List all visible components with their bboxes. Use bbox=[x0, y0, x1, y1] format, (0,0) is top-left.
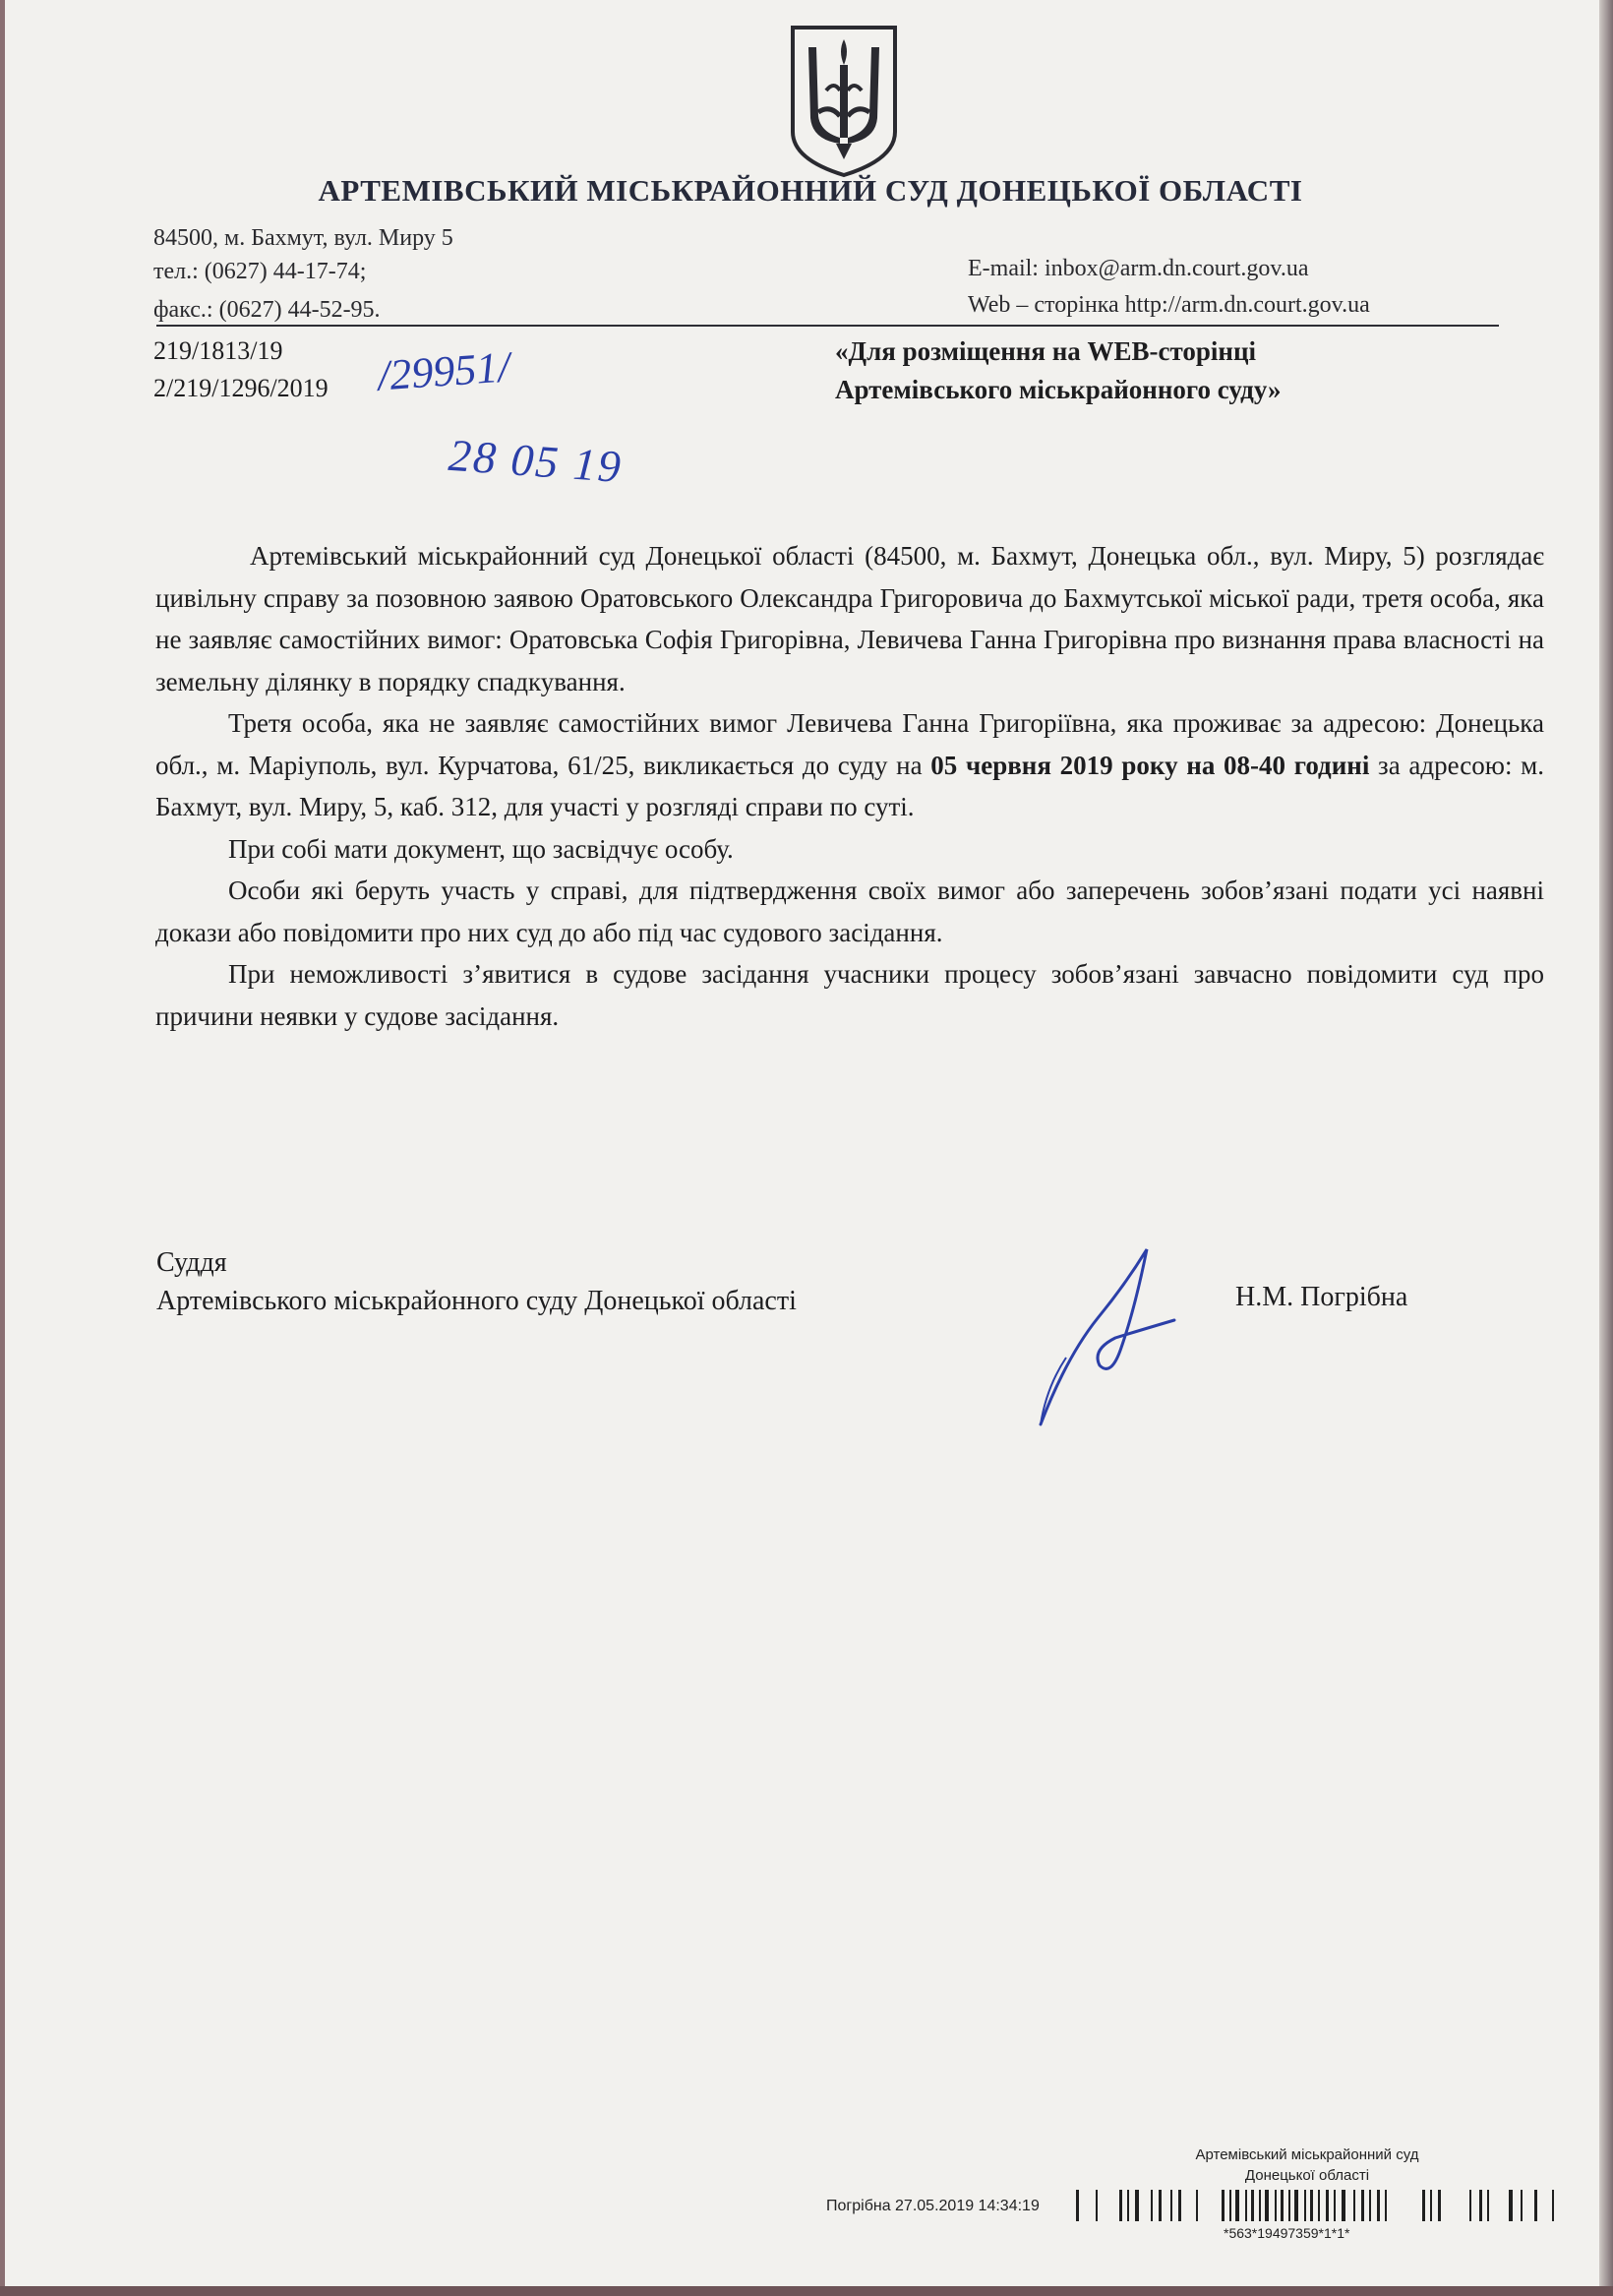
signature-court: Артемівського міськрайонного суду Донецької області bbox=[156, 1286, 797, 1316]
stamp-timestamp: Погрібна 27.05.2019 14:34:19 bbox=[826, 2198, 1040, 2214]
paragraph-id-document: При собі мати документ, що засвідчує особу. bbox=[228, 833, 734, 864]
signature-title: Суддя bbox=[156, 1247, 227, 1278]
trident-coat-of-arms-icon bbox=[785, 22, 903, 179]
handwritten-date: 28 05 19 bbox=[447, 429, 625, 493]
barcode-code: *563*19497359*1*1* bbox=[1224, 2225, 1350, 2241]
court-email: E-mail: inbox@arm.dn.court.gov.ua bbox=[968, 256, 1309, 281]
summons-date-time: 05 червня 2019 року на 08-40 годині bbox=[930, 750, 1370, 780]
paragraph-summons bbox=[155, 702, 1544, 828]
court-fax: факс.: (0627) 44-52-95. bbox=[153, 297, 381, 323]
judge-name: Н.М. Погрібна bbox=[1235, 1282, 1408, 1312]
page-edge-right bbox=[1599, 0, 1613, 2296]
header-divider bbox=[156, 325, 1499, 327]
case-number-2: 2/219/1296/2019 bbox=[153, 374, 329, 402]
document-page bbox=[4, 0, 1603, 2288]
paragraph-absence: При неможливості з’явитися в судове засідання учасники процесу зобов’язані завчасно повідомити суд про причини неявки у судове засідання. bbox=[155, 959, 1544, 1031]
barcode bbox=[1076, 2186, 1558, 2225]
stamp-court-line-2: Донецької області bbox=[1244, 2167, 1370, 2184]
court-web: Web – сторінка http://arm.dn.court.gov.ua bbox=[968, 292, 1370, 318]
stamp-court-name bbox=[1160, 2145, 1455, 2186]
paragraph-case-description: Артемівський міськрайонний суд Донецької області (84500, м. Бахмут, Донецька обл., вул. Миру, 5) розглядає цивільну справу за позовною заявою Оратовського Олександра Григоровича до Бахмутської міської ради, третя особа, яка не заявляє самостійних вимог: Оратовська Софія Григорівна, Левичева Ганна Григорівна про визнання права власності на земельну ділянку в порядку спадкування. bbox=[155, 541, 1544, 696]
case-number-1: 219/1813/19 bbox=[153, 336, 283, 365]
court-address: 84500, м. Бахмут, вул. Миру 5 bbox=[153, 225, 453, 251]
court-title: АРТЕМІВСЬКИЙ МІСЬКРАЙОННИЙ СУД ДОНЕЦЬКОЇ ОБЛАСТІ bbox=[318, 173, 1303, 208]
summons-text-start: Третя особа, яка не заявляє самостійних вимог Левичева Ганна Григоріївна, яка проживає за адресою: Донецька обл., м. Маріуполь, вул. Курчатова, 61/25, викликається до суду на bbox=[155, 708, 1544, 780]
web-note-line-1: «Для розміщення на WEB-сторінці bbox=[835, 336, 1257, 366]
page-edge-bottom bbox=[0, 2286, 1613, 2296]
paragraph-evidence: Особи які беруть участь у справі, для підтвердження своїх вимог або заперечень зобов’язані подати усі наявні докази або повідомити про них суд до або під час судового засідання. bbox=[155, 876, 1544, 947]
handwritten-registration-number: /29951/ bbox=[376, 342, 511, 400]
letter-body bbox=[155, 535, 1544, 1037]
handwritten-signature bbox=[1027, 1239, 1204, 1436]
court-phone: тел.: (0627) 44-17-74; bbox=[153, 259, 367, 284]
web-note-line-2: Артемівського міськрайонного суду» bbox=[835, 375, 1282, 404]
page-edge-left bbox=[0, 0, 5, 2296]
stamp-court-line-1: Артемівський міськрайонний суд bbox=[1195, 2146, 1419, 2163]
summons-text-end: за адресою: м. Бахмут, вул. Миру, 5, каб. 312, для участі у розгляді справи по суті. bbox=[155, 750, 1544, 821]
